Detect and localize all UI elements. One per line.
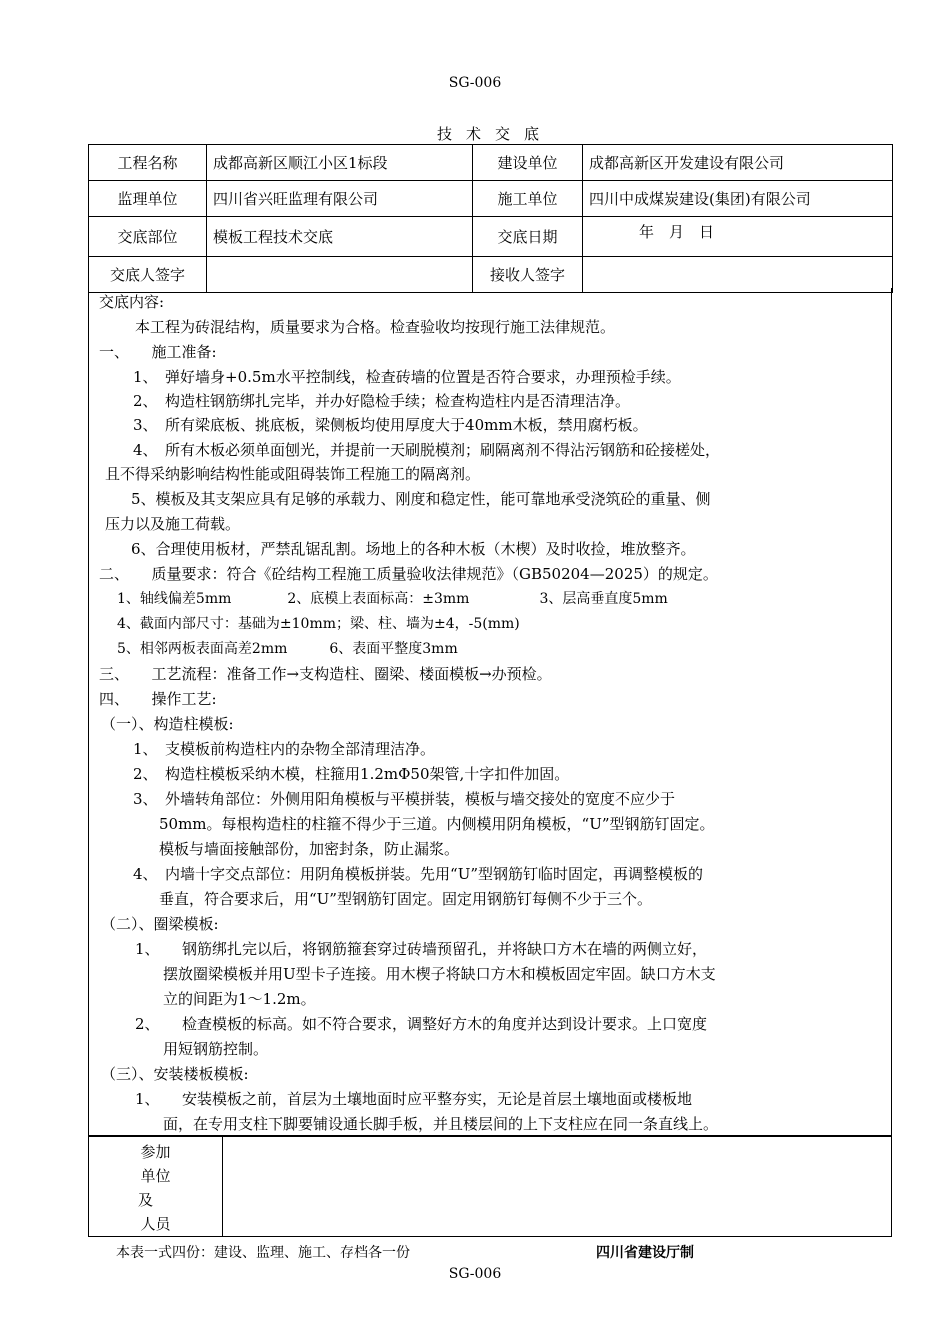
document-title: 技术交底 bbox=[436, 125, 553, 143]
content-line: 用短钢筋控制。 bbox=[163, 1040, 269, 1058]
supervisor-unit-label: 监理单位 bbox=[89, 181, 207, 217]
content-line: 2、 构造柱钢筋绑扎完毕，并办好隐检手续；检查构造柱内是否清理洁净。 bbox=[133, 392, 631, 410]
disclosure-part-label: 交底部位 bbox=[89, 217, 207, 257]
content-line: 压力以及施工荷载。 bbox=[105, 515, 241, 533]
content-line: 1、 支模板前构造柱内的杂物全部清理洁净。 bbox=[133, 740, 436, 758]
content-line: 1、 弹好墙身+0.5m水平控制线，检查砖墙的位置是否符合要求，办理预检手续。 bbox=[133, 368, 681, 386]
project-name-label: 工程名称 bbox=[89, 145, 207, 181]
content-line: 模板与墙面接触部份，加密封条，防止漏浆。 bbox=[159, 840, 460, 858]
header-table bbox=[88, 144, 893, 293]
document-code-bottom: SG-006 bbox=[448, 1266, 502, 1282]
header-row bbox=[89, 181, 893, 217]
content-line: 4、截面内部尺寸：基础为±10mm；梁、柱、墙为±4，-5(mm) bbox=[117, 616, 520, 632]
content-line: 3、 外墙转角部位：外侧用阳角模板与平模拼装，模板与墙交接处的宽度不应少于 bbox=[133, 790, 676, 808]
disclosure-date-label: 交底日期 bbox=[473, 217, 583, 257]
header-row bbox=[89, 145, 893, 181]
document-code-top: SG-006 bbox=[448, 75, 502, 91]
content-line: 5、模板及其支架应具有足够的承载力、刚度和稳定性，能可靠地承受浇筑砼的重量、侧 bbox=[131, 490, 711, 508]
content-line: （二）、圈梁模板: bbox=[101, 915, 219, 933]
giver-signature-label: 交底人签字 bbox=[89, 257, 207, 293]
content-line: 2、 检查模板的标高。如不符合要求，调整好方木的角度并达到设计要求。上口宽度 bbox=[135, 1015, 708, 1033]
disclosure-content bbox=[88, 288, 892, 1136]
content-line: 且不得采纳影响结构性能或阻碍装饰工程施工的隔离剂。 bbox=[105, 465, 481, 483]
receiver-signature-label: 接收人签字 bbox=[473, 257, 583, 293]
content-line: 摆放圈梁模板并用U型卡子连接。用木楔子将缺口方木和模板固定牢固。缺口方木支 bbox=[163, 965, 716, 983]
content-line: 四、 操作工艺: bbox=[99, 690, 217, 708]
content-line: 本工程为砖混结构，质量要求为合格。检查验收均按现行施工法律规范。 bbox=[135, 318, 616, 336]
owner-unit-value: 成都高新区开发建设有限公司 bbox=[583, 145, 893, 181]
content-line: 6、合理使用板材，严禁乱锯乱割。场地上的各种木板（木楔）及时收捡，堆放整齐。 bbox=[131, 540, 696, 558]
participants-label-line: 及 bbox=[137, 1191, 153, 1209]
participants-label-line: 单位 bbox=[140, 1167, 171, 1185]
content-line: 50mm。每根构造柱的柱箍不得少于三道。内侧模用阴角模板，“U”型钢筋钉固定。 bbox=[159, 815, 715, 833]
participants-label-line: 人员 bbox=[140, 1215, 171, 1233]
content-line: 1、 钢筋绑扎完以后，将钢筋箍套穿过砖墙预留孔，并将缺口方木在墙的两侧立好， bbox=[135, 940, 708, 958]
builder-unit-label: 施工单位 bbox=[473, 181, 583, 217]
participants-label-line: 参加 bbox=[140, 1143, 171, 1161]
footer-issuer: 四川省建设厅制 bbox=[596, 1245, 694, 1261]
content-line: 4、 所有木板必须单面刨光，并提前一天刷脱模剂；刷隔离剂不得沾污钢筋和砼接槎处， bbox=[133, 441, 721, 459]
content-line: 4、 内墙十字交点部位：用阴角模板拼装。先用“U”型钢筋钉临时固定，再调整模板的 bbox=[133, 865, 704, 883]
builder-unit-value: 四川中成煤炭建设(集团)有限公司 bbox=[583, 181, 893, 217]
content-line: 面，在专用支柱下脚要铺设通长脚手板，并且楼层间的上下支柱应在同一条直线上。 bbox=[163, 1115, 719, 1133]
content-line: 一、 施工准备: bbox=[99, 343, 217, 361]
participants-row bbox=[88, 1136, 892, 1237]
content-line: 交底内容: bbox=[99, 293, 165, 311]
disclosure-part-value: 模板工程技术交底 bbox=[207, 217, 473, 257]
content-line: 3、 所有梁底板、挑底板，梁侧板均使用厚度大于40mm木板，禁用腐朽板。 bbox=[133, 416, 648, 434]
content-line: 1、 安装模板之前，首层为土壤地面时应平整夯实，无论是首层土壤地面或楼板地 bbox=[135, 1090, 693, 1108]
content-line: （一）、构造柱模板: bbox=[101, 715, 234, 733]
content-line: 二、 质量要求：符合《砼结构工程施工质量验收法律规范》（GB50204—2025）的规定。 bbox=[99, 565, 718, 583]
content-line: 立的间距为1～1.2m。 bbox=[163, 990, 316, 1008]
content-line: 三、 工艺流程：准备工作→支构造柱、圈梁、楼面模板→办预检。 bbox=[99, 665, 552, 683]
content-line: 5、相邻两板表面高差2mm 6、表面平整度3mm bbox=[117, 641, 458, 657]
content-line: 垂直，符合要求后，用“U”型钢筋钉固定。固定用钢筋钉每侧不少于三个。 bbox=[159, 890, 652, 908]
disclosure-date-value: 年 月 日 bbox=[583, 217, 893, 257]
content-line: 2、 构造柱模板采纳木模，柱箍用1.2mΦ50架管,十字扣件加固。 bbox=[133, 765, 570, 783]
content-line: （三）、安装楼板模板: bbox=[101, 1065, 249, 1083]
header-row bbox=[89, 217, 893, 257]
participants-label bbox=[89, 1137, 223, 1236]
owner-unit-label: 建设单位 bbox=[473, 145, 583, 181]
footer-note: 本表一式四份：建设、监理、施工、存档各一份 bbox=[116, 1245, 410, 1261]
project-name-value: 成都高新区顺江小区1标段 bbox=[207, 145, 473, 181]
content-line: 1、轴线偏差5mm 2、底模上表面标高：±3mm 3、层高垂直度5mm bbox=[117, 591, 668, 607]
supervisor-unit-value: 四川省兴旺监理有限公司 bbox=[207, 181, 473, 217]
